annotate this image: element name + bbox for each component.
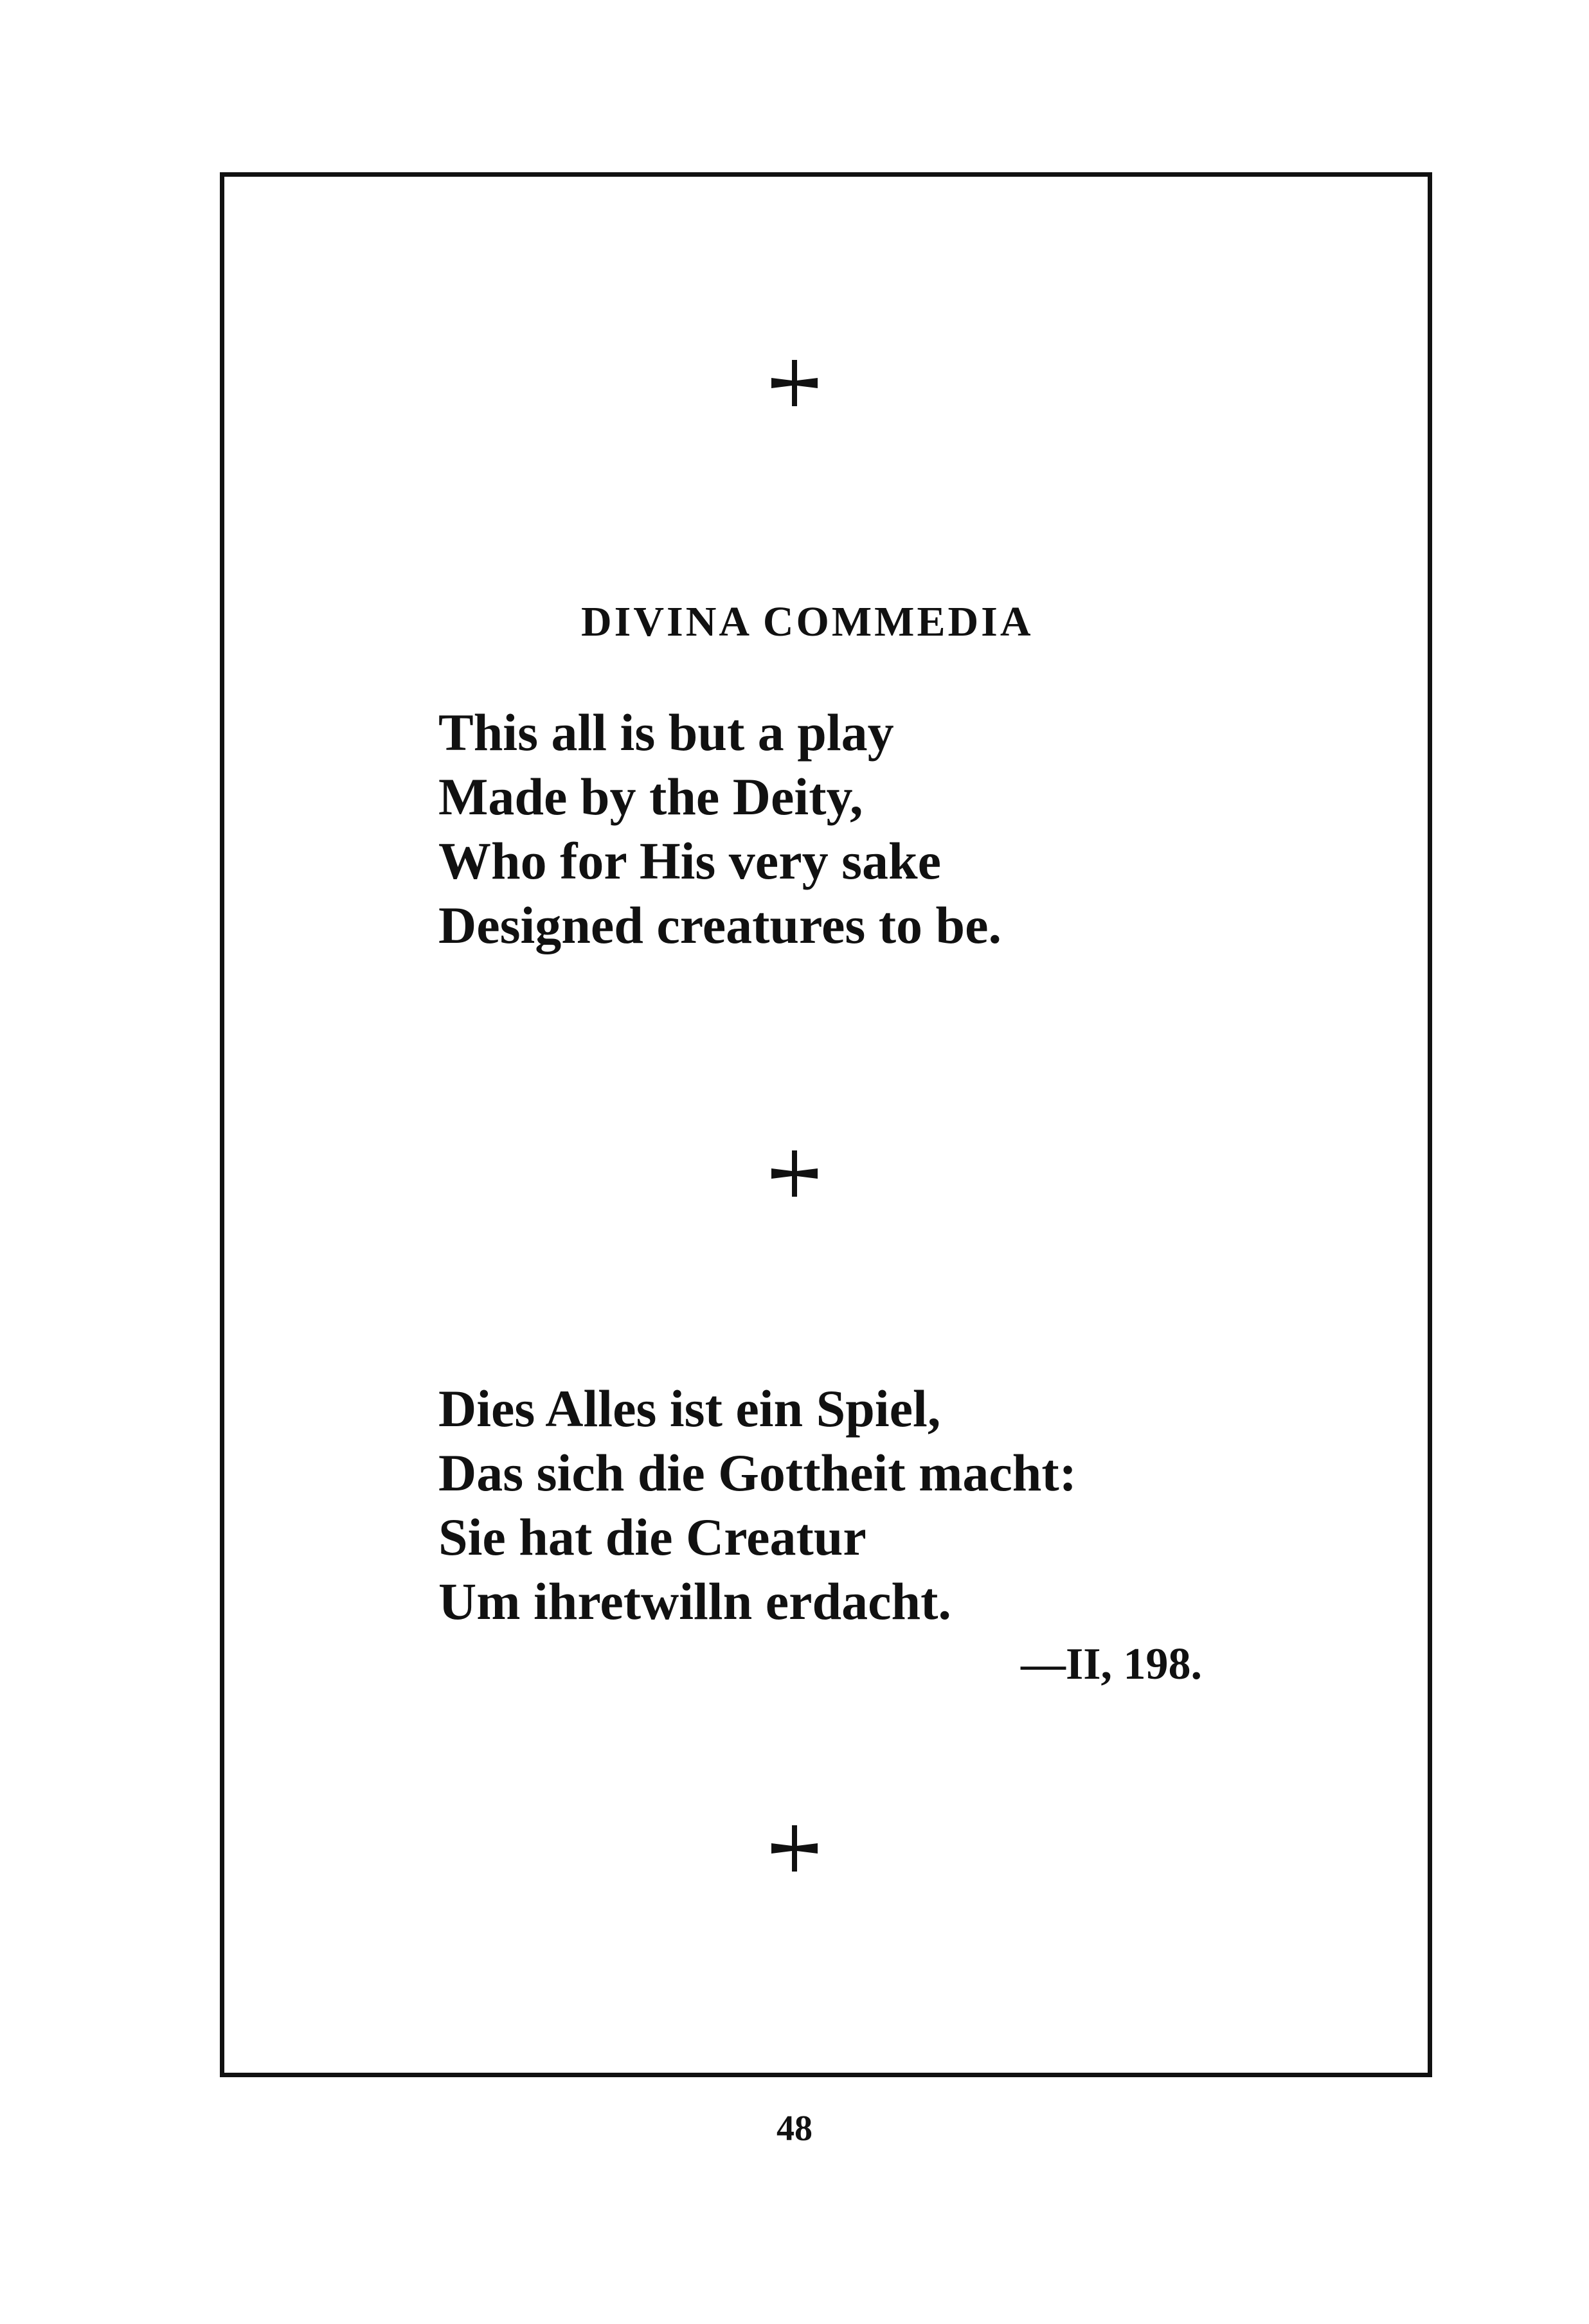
- english-stanza: [438, 701, 1001, 958]
- verse-line: This all is but a play: [438, 703, 894, 762]
- verse-line: Um ihretwilln erdacht.: [438, 1572, 951, 1631]
- verse-line: Designed creatures to be.: [438, 896, 1002, 954]
- verse-line: Sie hat die Creatur: [438, 1508, 866, 1566]
- page-number: 48: [777, 2109, 812, 2149]
- cross-pattee-icon: [769, 1823, 820, 1874]
- verse-line: Made by the Deity,: [438, 767, 863, 826]
- citation: —II, 198.: [1021, 1640, 1202, 1689]
- cross-pattee-icon: [769, 1148, 820, 1199]
- verse-line: Dies Alles ist ein Spiel,: [438, 1379, 941, 1438]
- poem-title: DIVINA COMMEDIA: [581, 598, 1034, 645]
- page-border: [220, 172, 1432, 2077]
- verse-line: Das sich die Gottheit macht:: [438, 1444, 1077, 1502]
- cross-pattee-icon: [769, 357, 820, 409]
- verse-line: Who for His very sake: [438, 832, 942, 890]
- german-stanza: [438, 1377, 1077, 1634]
